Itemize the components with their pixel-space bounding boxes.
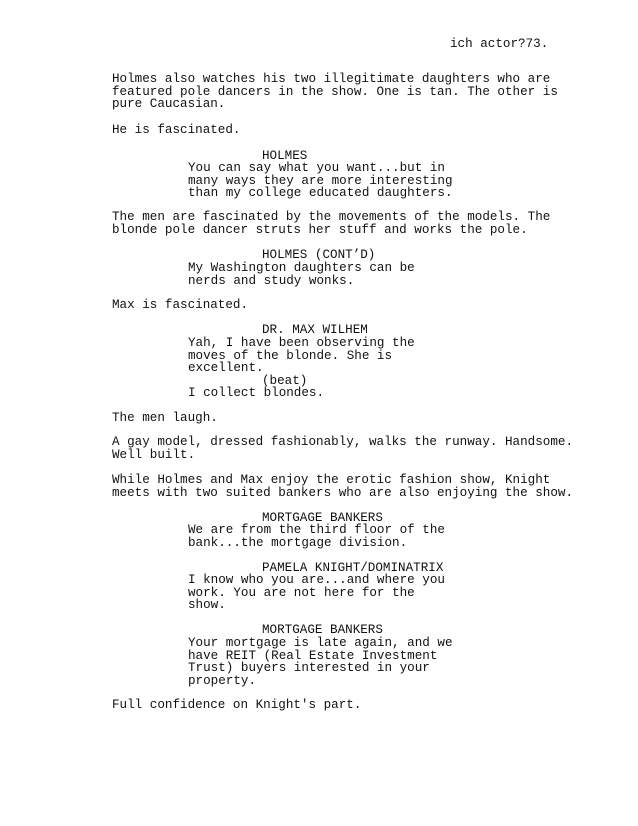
dialogue: Yah, I have been observing the moves of the blonde. She is excellent. — [188, 336, 415, 376]
action-paragraph: He is fascinated. — [112, 123, 241, 137]
dialogue: I collect blondes. — [188, 386, 325, 400]
dialogue: You can say what you want...but in many ways they are more interesting than my college educated daughters. — [188, 161, 453, 201]
action-paragraph: Full confidence on Knight's part. — [112, 698, 362, 712]
action-paragraph: The men are fascinated by the movements of the models. The blonde pole dancer struts her stuff and works the pole. — [112, 210, 551, 237]
character-name: HOLMES — [262, 149, 308, 163]
character-name: DR. MAX WILHEM — [262, 323, 368, 337]
action-paragraph: The men laugh. — [112, 411, 218, 425]
character-name: MORTGAGE BANKERS — [262, 623, 383, 637]
parenthetical: (beat) — [262, 374, 308, 388]
action-paragraph: A gay model, dressed fashionably, walks the runway. Handsome. Well built. — [112, 435, 574, 462]
dialogue: Your mortgage is late again, and we have REIT (Real Estate Investment Trust) buyers interested in your property. — [188, 636, 453, 688]
character-name: MORTGAGE BANKERS — [262, 511, 383, 525]
action-paragraph: Max is fascinated. — [112, 298, 249, 312]
dialogue: My Washington daughters can be nerds and study wonks. — [188, 261, 415, 288]
dialogue: We are from the third floor of the bank...the mortgage division. — [188, 523, 445, 550]
dialogue: I know who you are...and where you work. You are not here for the show. — [188, 573, 445, 613]
page-header: ich actor?73. — [450, 37, 549, 51]
character-name: HOLMES (CONT’D) — [262, 248, 376, 262]
character-name: PAMELA KNIGHT/DOMINATRIX — [262, 561, 444, 575]
action-paragraph: Holmes also watches his two illegitimate daughters who are featured pole dancers in the show. One is tan. The other is pure Caucasian. — [112, 72, 558, 112]
action-paragraph: While Holmes and Max enjoy the erotic fashion show, Knight meets with two suited bankers who are also enjoying the show. — [112, 473, 574, 500]
